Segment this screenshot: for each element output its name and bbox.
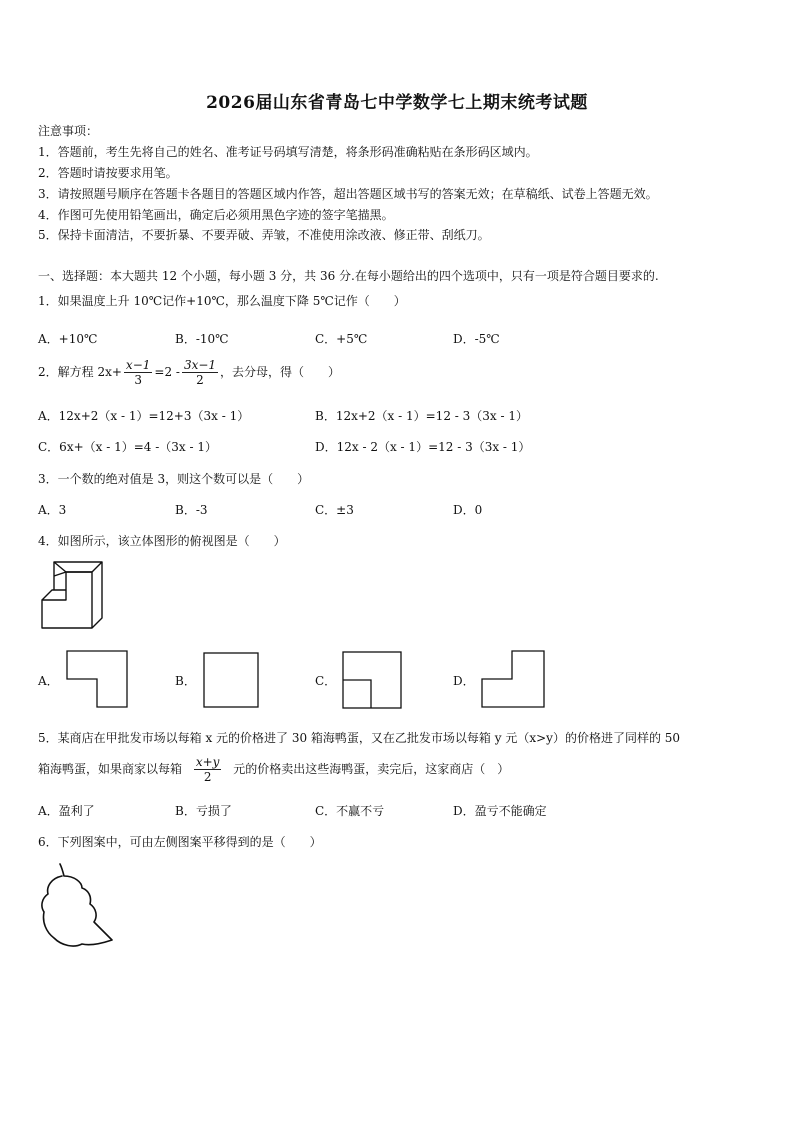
question-5-line-1: 5．某商店在甲批发市场以每箱 x 元的价格进了 30 箱海鸭蛋，又在乙批发市场以每箱 y 元（x>y）的价格进了同样的 50	[38, 731, 681, 745]
question-5-line-2	[38, 755, 509, 784]
q1-option-b: B．-10℃	[175, 332, 229, 346]
q5-option-d: D．盈亏不能确定	[453, 804, 547, 818]
notice-item-3: 3．请按照题号顺序在答题卡各题目的答题区域内作答，超出答题区域书写的答案无效；在草稿纸、试卷上答题无效。	[38, 187, 658, 201]
notice-item-2: 2．答题时请按要求用笔。	[38, 166, 178, 180]
q4-option-a-figure	[66, 650, 128, 708]
solid-inner-edge-2	[54, 572, 66, 576]
notice-item-5: 5．保持卡面清洁，不要折暴、不要弄破、弄皱，不准使用涂改液、修正带、刮纸刀。	[38, 228, 490, 242]
q5-line2-post: 元的价格卖出这些海鸭蛋，卖完后，这家商店（ ）	[233, 762, 510, 776]
q5-fraction	[194, 755, 222, 784]
q5-line2-pre: 箱海鸭蛋，如果商家以每箱	[38, 762, 183, 776]
question-2-stem	[38, 358, 340, 387]
solid-top-face	[54, 562, 102, 572]
q4-option-d-label: D．	[453, 674, 475, 688]
q2-fraction-1-numerator: x−1	[125, 358, 151, 372]
leaf-pattern-figure	[38, 860, 118, 950]
section-heading: 一、选择题：本大题共 12 个小题，每小题 3 分，共 36 分.在每小题给出的四个选项中，只有一项是符合题目要求的.	[38, 269, 659, 283]
q3-option-a: A．3	[38, 503, 67, 517]
q5-fraction-numerator: x+y	[195, 755, 220, 769]
q2-fraction-1-denominator: 3	[134, 373, 142, 387]
notice-heading: 注意事项：	[38, 124, 99, 138]
q5-fraction-denominator: 2	[203, 770, 212, 784]
q5-option-b: B．亏损了	[175, 804, 232, 818]
q4-option-b-figure	[203, 652, 259, 708]
notice-item-4: 4．作图可先使用铅笔画出，确定后必须用黑色字迹的签字笔描黑。	[38, 208, 394, 222]
solid-step-top	[42, 590, 66, 600]
solid-figure-diagram	[40, 560, 106, 630]
q2-option-d: D．12x - 2（x - 1）=12 - 3（3x - 1）	[315, 440, 531, 454]
page-title: 2026届山东省青岛七中学数学七上期末统考试题	[206, 93, 588, 113]
q2-fraction-1	[124, 358, 152, 387]
question-3-stem: 3．一个数的绝对值是 3，则这个数可以是（ ）	[38, 472, 310, 486]
q2-stem-pre: 2．解方程 2x+	[38, 365, 122, 379]
q2-fraction-2	[182, 358, 218, 387]
question-1-stem: 1．如果温度上升 10℃记作+10℃，那么温度下降 5℃记作（ ）	[38, 294, 406, 308]
question-6-stem: 6．下列图案中，可由左侧图案平移得到的是（ ）	[38, 835, 322, 849]
q2-fraction-2-numerator: 3x−1	[183, 358, 217, 372]
q1-option-c: C．+5℃	[315, 332, 368, 346]
q4-option-c-label: C．	[315, 674, 337, 688]
q4-option-c-figure	[342, 651, 402, 709]
q1-option-a: A．+10℃	[38, 332, 98, 346]
question-4-stem: 4．如图所示，该立体图形的俯视图是（ ）	[38, 534, 286, 548]
q3-option-b: B．-3	[175, 503, 208, 517]
q1-option-d: D．-5℃	[453, 332, 500, 346]
q2-stem-post: ，去分母，得（ ）	[220, 365, 341, 379]
q2-option-a: A．12x+2（x - 1）=12+3（3x - 1）	[38, 409, 250, 423]
q2-option-b: B．12x+2（x - 1）=12 - 3（3x - 1）	[315, 409, 528, 423]
q2-stem-mid: =2 -	[154, 365, 180, 379]
notice-item-1: 1．答题前，考生先将自己的姓名、准考证号码填写清楚，将条形码准确粘贴在条形码区域内。	[38, 145, 538, 159]
q4-option-d-figure	[481, 650, 545, 708]
q3-option-c: C．±3	[315, 503, 354, 517]
q2-fraction-2-denominator: 2	[196, 373, 204, 387]
q4-option-b-label: B．	[175, 674, 196, 688]
q4-option-a-label: A．	[38, 674, 59, 688]
q5-option-c: C．不赢不亏	[315, 804, 385, 818]
q2-option-c: C．6x+（x - 1）=4 -（3x - 1）	[38, 440, 218, 454]
solid-right-face	[92, 562, 102, 628]
solid-front-face	[42, 572, 92, 628]
q3-option-d: D．0	[453, 503, 483, 517]
q5-option-a: A．盈利了	[38, 804, 95, 818]
